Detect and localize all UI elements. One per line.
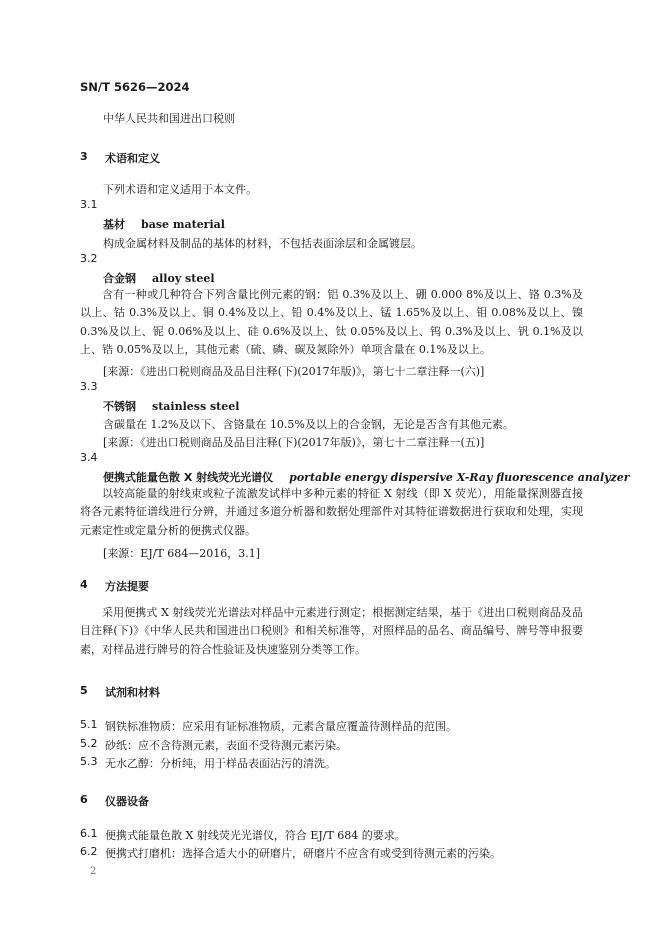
item-6-1-text: 便携式能量色散 X 射线荧光光谱仪，符合 EJ/T 684 的要求。	[105, 829, 406, 842]
term-3-4-source: [来源：EJ/T 684—2016，3.1]	[103, 547, 261, 560]
term-3-4-en: portable energy dispersive X-Ray fluorescence analyzer	[289, 471, 630, 484]
term-3-2-source: [来源：《进出口税则商品及品目注释(下)(2017年版)》，第七十二章注释一(六)]	[103, 365, 485, 378]
page-number: 2	[90, 866, 97, 877]
term-3-3-heading	[103, 398, 239, 414]
item-5-1-text: 钢铁标准物质：应采用有证标准物质，元素含量应覆盖待测样品的范围。	[105, 720, 457, 733]
section-3-number: 3	[80, 150, 88, 163]
term-3-1-heading	[103, 216, 225, 232]
item-6-2-text: 便携式打磨机：选择合适大小的研磨片，研磨片不应含有或受到待测元素的污染。	[105, 847, 501, 860]
section-3-intro: 下列术语和定义适用于本文件。	[103, 183, 257, 196]
section-4-number: 4	[80, 578, 88, 591]
item-6-1-number: 6.1	[80, 827, 98, 840]
intro-line: 中华人民共和国进出口税则	[103, 112, 235, 125]
section-5-title: 试剂和材料	[105, 686, 160, 699]
term-3-3-source: [来源：《进出口税则商品及品目注释(下)(2017年版)》，第七十二章注释一(五)]	[103, 436, 485, 449]
term-3-2-en: alloy steel	[152, 272, 215, 285]
term-3-4-heading	[103, 469, 630, 485]
term-3-2-number: 3.2	[80, 252, 98, 265]
section-5-number: 5	[80, 684, 88, 697]
term-3-3-zh: 不锈钢	[103, 400, 136, 413]
item-5-3-number: 5.3	[80, 755, 98, 768]
term-3-3-number: 3.3	[80, 380, 98, 393]
item-5-2-text: 砂纸：应不含待测元素，表面不受待测元素污染。	[105, 739, 347, 752]
term-3-1-zh: 基材	[103, 218, 125, 231]
item-5-1-number: 5.1	[80, 718, 98, 731]
term-3-1-definition: 构成金属材料及制品的基体的材料，不包括表面涂层和金属镀层。	[103, 237, 422, 250]
item-6-2-number: 6.2	[80, 845, 98, 858]
term-3-3-definition: 含碳量在 1.2%及以下、含铬量在 10.5%及以上的合金钢，无论是否含有其他元素。	[103, 418, 514, 431]
term-3-4-zh: 便携式能量色散 X 射线荧光光谱仪	[103, 471, 274, 484]
term-3-4-definition: 以较高能量的射线束或粒子流激发试样中多种元素的特征 X 射线（即 X 荧光），用能量探测器直接将各元素特征谱线进行分辨，并通过多道分析器和数据处理部件对其特征谱数据进行获取和处理，实现元素定性或定量分析的便携式仪器。	[80, 487, 583, 537]
term-3-2-heading	[103, 270, 215, 286]
doc-header-id: SN/T 5626—2024	[80, 80, 190, 94]
item-5-3-text: 无水乙醇：分析纯，用于样品表面沾污的清洗。	[105, 757, 336, 770]
term-3-4-number: 3.4	[80, 451, 98, 464]
term-3-3-en: stainless steel	[152, 400, 240, 413]
term-3-1-en: base material	[141, 218, 225, 231]
section-6-number: 6	[80, 793, 88, 806]
item-5-2-number: 5.2	[80, 737, 98, 750]
term-3-1-number: 3.1	[80, 198, 98, 211]
section-4-text: 采用便携式 X 射线荧光光谱法对样品中元素进行测定；根据测定结果，基于《进出口税则商品及品目注释(下)》《中华人民共和国进出口税则》和相关标准等，对照样品的品名、商品编号、牌号等申报要素，对样品进行牌号的符合性验证及快速鉴别分类等工作。	[80, 606, 583, 656]
section-6-title: 仪器设备	[105, 795, 149, 808]
term-3-2-zh: 合金钢	[103, 272, 136, 285]
section-4-title: 方法提要	[105, 580, 149, 593]
section-3-title: 术语和定义	[105, 152, 160, 165]
term-3-2-definition: 含有一种或几种符合下列含量比例元素的钢：铝 0.3%及以上、硼 0.000 8%及以上、铬 0.3%及以上、钴 0.3%及以上、铜 0.4%及以上、铅 0.4%及以上、锰 1.65%及以上、钼 0.08%及以上、镍 0.3%及以上、铌 0.06%及以上、硅 0.6%及以上、钛 0.05%及以上、钨 0.3%及以上、钒 0.1%及以上、锆 0.05%及以上，其他元素（硫、磷、碳及氮除外）单项含量在 0.1%及以上。	[80, 288, 583, 356]
